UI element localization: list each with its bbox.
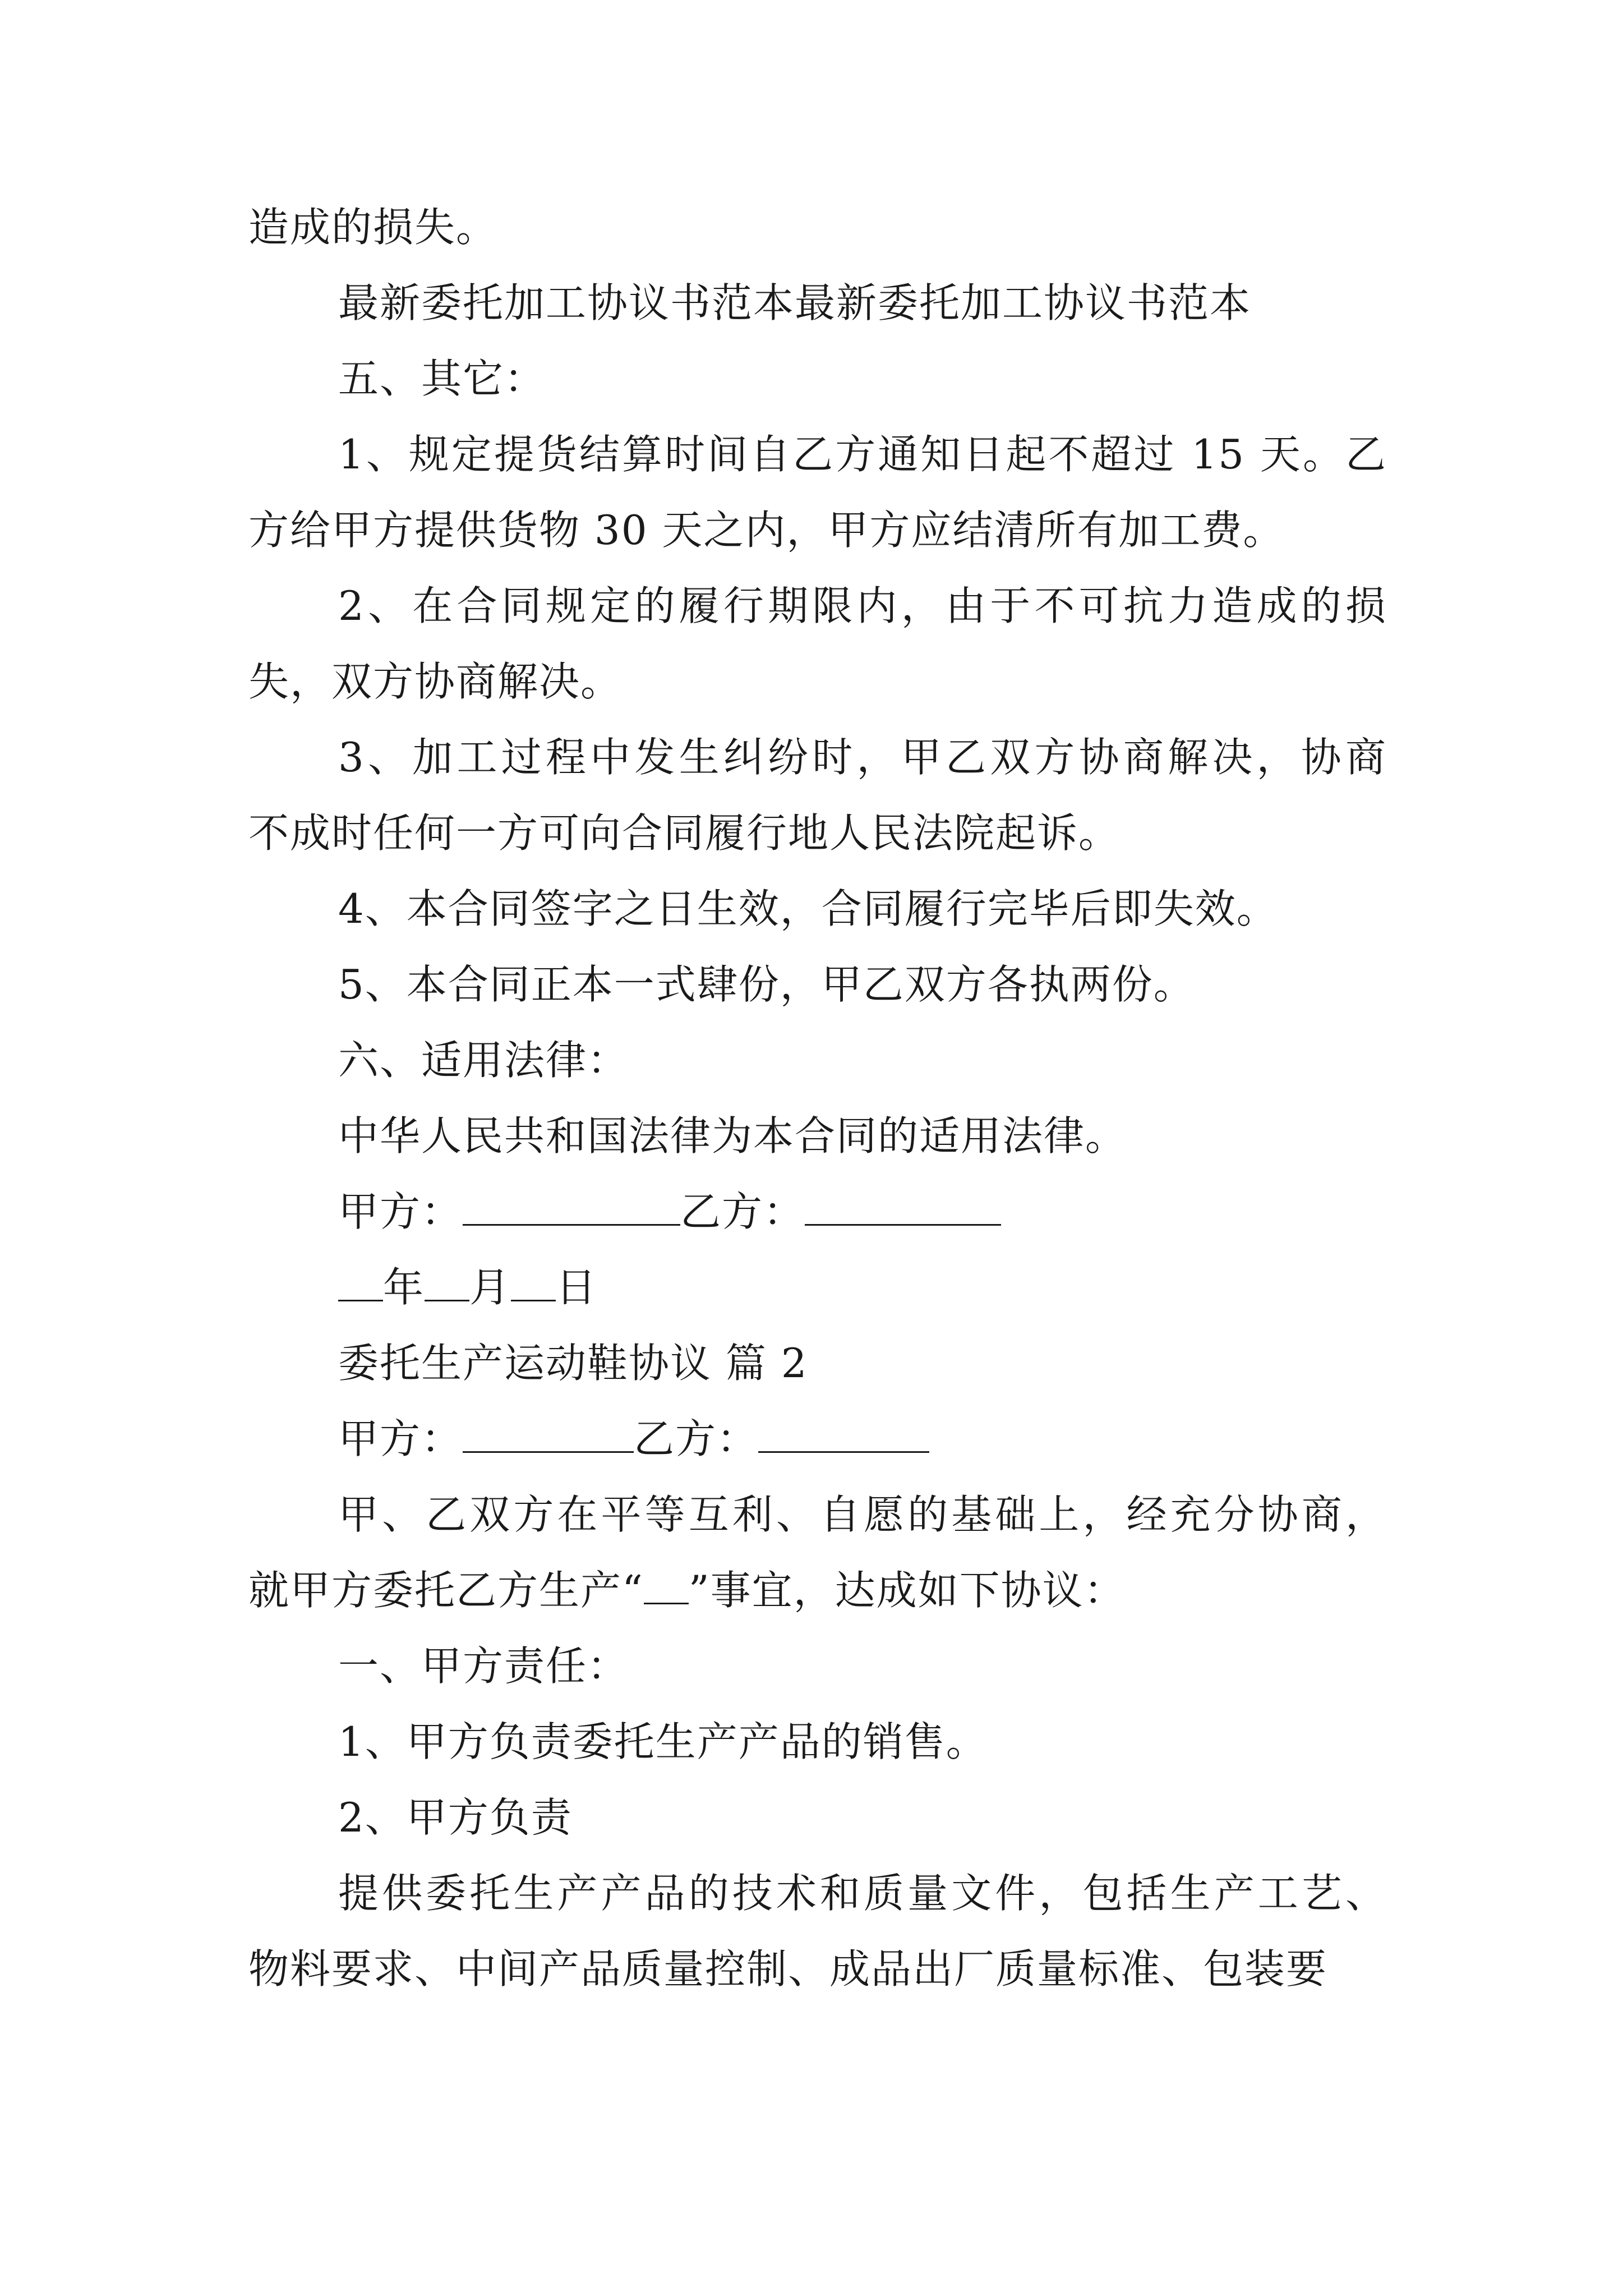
- preamble-line-2: [248, 1553, 1387, 1628]
- matter-text-after: ”事宜，达成如下协议：: [688, 1567, 1126, 1614]
- party-b-label: 乙方：: [680, 1188, 805, 1235]
- year-label: 年: [383, 1264, 425, 1311]
- party-a-blank: [463, 1418, 634, 1453]
- month-label: 月: [469, 1264, 511, 1311]
- preamble-line-1: 甲、乙双方在平等互利、自愿的基础上，经充分协商，: [338, 1491, 1387, 1538]
- clause-2-line-2: 失，双方协商解决。: [248, 658, 623, 705]
- party-a-label: 甲方：: [338, 1415, 463, 1462]
- document-body: [248, 190, 1387, 2007]
- clause-4: 4、本合同签字之日生效，合同履行完毕后即失效。: [338, 885, 1278, 932]
- duty-2-detail-line-1: 提供委托生产产品的技术和质量文件，包括生产工艺、: [338, 1870, 1387, 1917]
- signature-line-1: [248, 1174, 1387, 1250]
- duty-2: 2、甲方负责: [338, 1794, 573, 1841]
- matter-text-before: 就甲方委托乙方生产“: [248, 1567, 644, 1614]
- duty-2-detail-line-2: 物料要求、中间产品质量控制、成品出厂质量标准、包装要: [248, 1945, 1328, 1993]
- document-heading-line: 最新委托加工协议书范本最新委托加工协议书范本: [338, 279, 1252, 326]
- party-b-blank: [805, 1190, 1001, 1226]
- month-blank: [425, 1266, 469, 1301]
- agreement-title: 委托生产运动鞋协议 篇 2: [338, 1340, 808, 1387]
- clause-3-line-1: 3、加工过程中发生纠纷时，甲乙双方协商解决，协商: [338, 734, 1387, 781]
- clause-2-line-1: 2、在合同规定的履行期限内，由于不可抗力造成的损: [338, 582, 1387, 629]
- party-a-label: 甲方：: [338, 1188, 463, 1235]
- date-line: [248, 1250, 1387, 1326]
- party-a-blank: [463, 1190, 680, 1226]
- paragraph-line: 造成的损失。: [248, 204, 498, 251]
- clause-5: 5、本合同正本一式肆份，甲乙双方各执两份。: [338, 961, 1195, 1008]
- party-b-label: 乙方：: [634, 1415, 759, 1462]
- signature-line-2: [248, 1401, 1387, 1477]
- duty-1: 1、甲方负责委托生产产品的销售。: [338, 1718, 988, 1765]
- clause-1-line-1: 1、规定提货结算时间自乙方通知日起不超过 15 天。乙: [338, 431, 1387, 478]
- matter-blank: [644, 1569, 689, 1604]
- day-blank: [511, 1266, 556, 1301]
- clause-3-line-2: 不成时任何一方可向合同履行地人民法院起诉。: [248, 809, 1121, 857]
- day-label: 日: [556, 1264, 598, 1311]
- section-heading-applicable-law: 六、适用法律：: [338, 1037, 629, 1084]
- section-heading-others: 五、其它：: [338, 355, 546, 402]
- applicable-law-text: 中华人民共和国法律为本合同的适用法律。: [338, 1112, 1127, 1159]
- year-blank: [338, 1266, 383, 1301]
- section-heading-party-a-duties: 一、甲方责任：: [338, 1642, 629, 1690]
- clause-1-line-2: 方给甲方提供货物 30 天之内，甲方应结清所有加工费。: [248, 507, 1285, 554]
- party-b-blank: [758, 1418, 929, 1453]
